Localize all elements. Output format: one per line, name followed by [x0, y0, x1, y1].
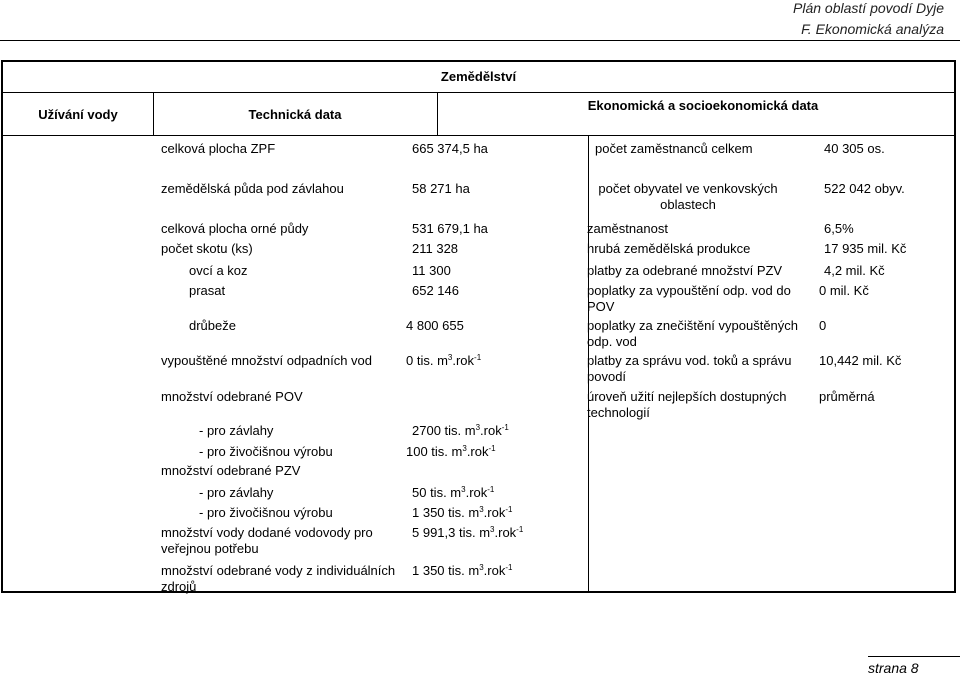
- row-label: množství odebrané vody z individuálních zdrojů: [161, 563, 396, 594]
- row-label: množství odebrané PZV: [161, 463, 301, 478]
- row-value: 50 tis. $m^3.rok^{-1}$: [412, 485, 495, 500]
- econ-label: poplatky za vypouštění odp. vod do POV: [587, 283, 791, 314]
- econ-value: průměrná: [819, 389, 875, 404]
- econ-value: 0: [819, 318, 827, 333]
- econ-label: poplatky za znečištění vypouštěných odp. vod: [587, 318, 799, 349]
- econ-value: 17 935 mil. Kč: [824, 241, 907, 256]
- row-label: celková plocha orné půdy: [161, 221, 309, 236]
- row-label: - pro živočišnou výrobu: [199, 505, 333, 520]
- row-label: celková plocha ZPF: [161, 141, 276, 156]
- econ-label: zaměstnanost: [587, 221, 668, 236]
- econ-value: 4,2 mil. Kč: [824, 263, 885, 278]
- row-value: 4 800 655: [406, 318, 464, 333]
- col-divider-2: [437, 92, 438, 135]
- econ-label: úroveň užití nejlepších dostupných technologií: [587, 389, 787, 420]
- econ-value: 6,5%: [824, 221, 854, 236]
- row-label: vypouštěné množství odpadních vod: [161, 353, 373, 368]
- row-value: 5 991,3 tis. $m^3.rok^{-1}$: [412, 525, 524, 540]
- document-title: Plán oblastí povodí Dyje: [793, 0, 944, 16]
- row-value: 652 146: [412, 283, 459, 298]
- col-tech-header: Technická data: [248, 107, 342, 122]
- row-label: - pro živočišnou výrobu: [199, 444, 333, 459]
- table-title: Zemědělství: [440, 69, 517, 84]
- econ-label: počet zaměstnanců celkem: [595, 141, 753, 156]
- row-value: 58 271 ha: [412, 181, 470, 196]
- row-label: množství vody dodané vodovody pro veřejnou potřebu: [161, 525, 373, 556]
- row-value: 0 tis. $m^3.rok^{-1}$: [406, 353, 482, 368]
- row-value: 665 374,5 ha: [412, 141, 488, 156]
- row-label: zemědělská půda pod závlahou: [161, 181, 344, 196]
- econ-value: 522 042 obyv.: [824, 181, 905, 196]
- row-value: 100 tis. $m^3.rok^{-1}$: [406, 444, 496, 459]
- econ-label: hrubá zemědělská produkce: [587, 241, 751, 256]
- col-econ-header: Ekonomická a socioekonomická data: [587, 98, 819, 113]
- row-label: - pro závlahy: [199, 485, 274, 500]
- col-usage-header: Užívání vody: [38, 107, 118, 122]
- footer-rule: [868, 656, 960, 657]
- econ-value: 10,442 mil. Kč: [819, 353, 902, 368]
- row-label: - pro závlahy: [199, 423, 274, 438]
- section-title: F. Ekonomická analýza: [801, 21, 944, 37]
- econ-value: 40 305 os.: [824, 141, 885, 156]
- header-rule: [0, 40, 960, 41]
- row-label: počet skotu (ks): [161, 241, 253, 256]
- row-value: 1 350 tis. $m^3.rok^{-1}$: [412, 563, 513, 578]
- econ-value: 0 mil. Kč: [819, 283, 869, 298]
- econ-label: platby za správu vod. toků a správu povodí: [587, 353, 792, 384]
- title-divider: [3, 92, 954, 93]
- row-label: množství odebrané POV: [161, 389, 303, 404]
- row-label: ovcí a koz: [189, 263, 248, 278]
- row-value: 1 350 tis. $m^3.rok^{-1}$: [412, 505, 513, 520]
- row-label: prasat: [189, 283, 226, 298]
- row-value: 531 679,1 ha: [412, 221, 488, 236]
- header-divider: [3, 135, 954, 136]
- agriculture-table: [1, 60, 956, 593]
- econ-label: platby za odebrané množství PZV: [587, 263, 783, 278]
- row-value: 2700 tis. $m^3.rok^{-1}$: [412, 423, 509, 438]
- row-label: drůbeže: [189, 318, 236, 333]
- econ-label: počet obyvatel ve venkovských oblastech: [598, 181, 778, 212]
- page-number: strana 8: [868, 660, 919, 676]
- row-value: 11 300: [412, 263, 451, 278]
- row-value: 211 328: [412, 241, 459, 256]
